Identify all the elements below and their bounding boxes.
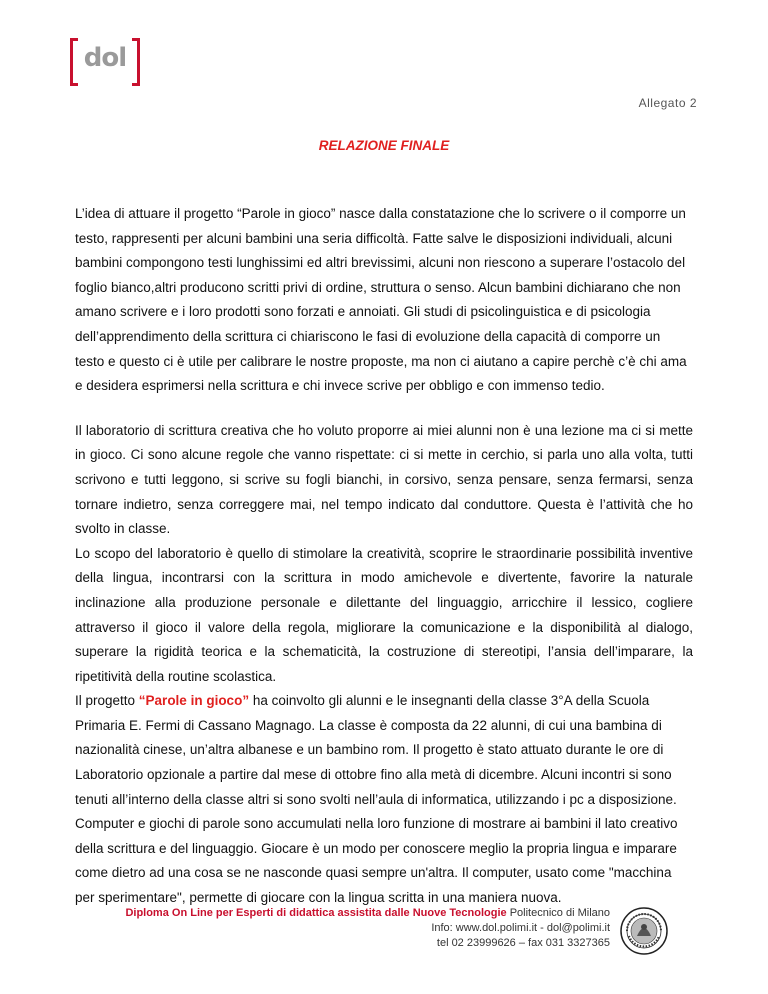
project-name-highlight: “Parole in gioco”	[138, 693, 250, 709]
project-text-after: ha coinvolto gli alunni e le insegnanti della classe 3°A della Scuola Primaria E. Fermi di Cassano Magnago. La classe è composta da 22 alunni, di cui una bambina di nazionalità cinese, un’altra albanese e un bambino rom. Il progetto è stato attuato durante le ore di Laboratorio opzionale a partire dal mese di ottobre fino alla metà di dicembre. Alcuni incontri si sono tenuti all’interno della classe altri si sono svolti nell’aula di informatica, utilizzando i pc a disposizione.	[75, 693, 677, 807]
paragraph-laboratory: Il laboratorio di scrittura creativa che ho voluto proporre ai miei alunni non è una lezione ma ci si mette in gioco. Ci sono alcune regole che vanno rispettate: ci si mette in cerchio, si parla uno alla volta, tutti scrivono e tutti leggono, si scrive su fogli bianchi, in corsivo, senza pensare, senza fermarsi, senza tornare indietro, senza correggere mai, nel tempo indicato dal conduttore. Questa è l’attività che ho svolto in classe.	[75, 422, 693, 537]
logo-bracket-left	[70, 38, 78, 86]
project-text-before: Il progetto	[75, 693, 139, 709]
politecnico-seal-icon	[619, 906, 669, 956]
paragraph-project	[75, 689, 693, 812]
dol-logo	[70, 38, 140, 88]
footer-course-line	[120, 907, 610, 919]
paragraph-intro: L’idea di attuare il progetto “Parole in gioco” nasce dalla constatazione che lo scrivere o il comporre un testo, rappresenti per alcuni bambini una seria difficoltà. Fatte salve le disposizioni individuali, alcuni bambini compongono testi lunghissimi ed altri brevissimi, alcuni non riescono a superare l’ostacolo del foglio bianco,altri producono scritti privi di ordine, struttura o senso. Alcun bambini dichiarano che non amano scrivere e i loro prodotti sono forzati e annoiati. Gli studi di psicolinguistica e di psicologia dell’apprendimento della scrittura ci chiariscono le fasi di evoluzione della capacità di comporre un testo e questo ci è utile per calibrare le nostre proposte, ma non ci aiutano a capire perchè c’è chi ama e desidera esprimersi nella scrittura e chi invece scrive per obbligo e con immenso tedio.	[75, 206, 687, 394]
footer-course: Diploma On Line per Esperti di didattica assistita dalle Nuove Tecnologie	[125, 907, 507, 919]
paragraph-purpose: Lo scopo del laboratorio è quello di stimolare la creatività, scoprire le straordinarie possibilità inventive della lingua, incontrarsi con la scrittura in modo amichevole e divertente, favorire la naturale inclinazione alla produzione personale e dilettante del linguaggio, arricchire il lessico, cogliere attraverso il gioco il valore della regola, migliorare la comunicazione e la disponibilità al dialogo, superare la rigidità teorica e la schematicità, la costruzione di stereotipi, l’ansia dell’imparare, la ripetitività della routine scolastica.	[75, 545, 693, 684]
footer-institution: Politecnico di Milano	[509, 907, 610, 919]
logo-text: dol	[83, 43, 127, 73]
footer-contacts: tel 02 23999626 – fax 031 3327365	[436, 937, 610, 949]
logo-bracket-right	[132, 38, 140, 86]
footer	[120, 907, 610, 949]
attachment-label: Allegato 2	[638, 96, 697, 110]
footer-info: Info: www.dol.polimi.it - dol@polimi.it	[431, 922, 610, 934]
document-body	[75, 202, 693, 911]
document-title: RELAZIONE FINALE	[318, 138, 450, 153]
paragraph-computer: Computer e giochi di parole sono accumulati nella loro funzione di mostrare ai bambini il lato creativo della scrittura e del linguaggio. Giocare è un modo per conoscere meglio la propria lingua e imparare come dietro ad una cosa se ne nasconde quasi sempre un'altra. Il computer, usato come "macchina per sperimentare", permette di giocare con la lingua scritta in una maniera nuova.	[75, 816, 678, 906]
